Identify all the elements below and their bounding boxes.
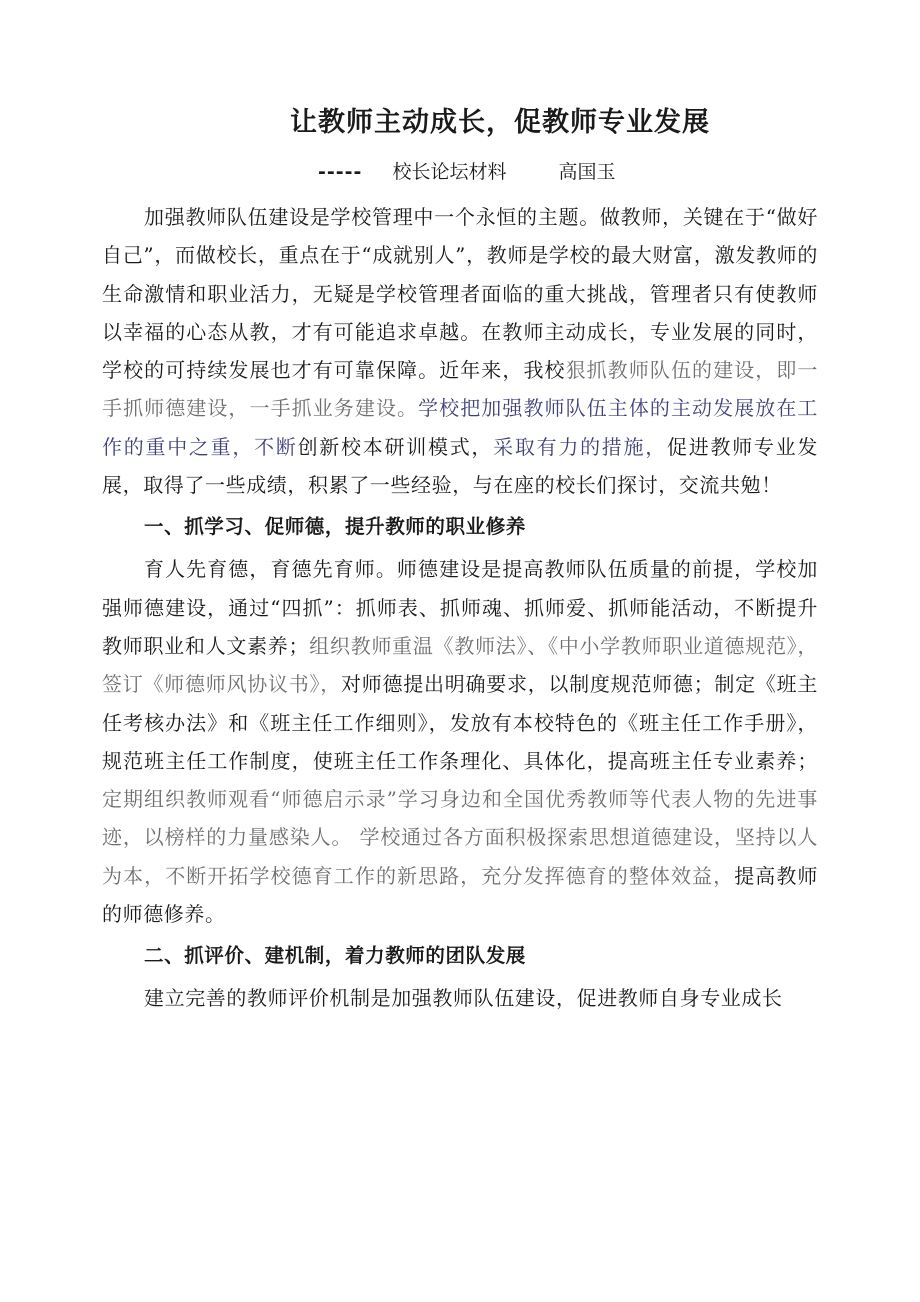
subtitle-material: 校长论坛材料 <box>392 161 507 183</box>
subtitle-author: 高国玉 <box>558 161 616 183</box>
subtitle-dashes: ----- <box>318 161 363 183</box>
intro-paragraph <box>102 198 818 504</box>
section-2-paragraph: 建立完善的教师评价机制是加强教师队伍建设，促进教师自身专业成长 <box>144 986 783 1011</box>
section-1-text-5: 以榜样的力量感染人。 学校通过各方面积极探索思想道德建设，坚持以人为本，不断开拓学校德育工作的新思路，充分发挥德育的整体效益， <box>102 825 818 888</box>
section-1-text-1: 育人先育德，育德先育师。师德建设是提高教师队伍质量的前提，学校加强师德建设，通过“四抓”：抓师表、抓师魂、抓师爱、抓师能活动，不断提升教师职业和人文素养； <box>102 557 818 658</box>
section-1-text-4: 定期组织教师观看“师德启示录”学习身边和全国优秀教师等代表人物的先进事迹， <box>102 787 818 850</box>
section-heading-1: 一、抓学习、促师德，提升教师的职业修养 <box>144 515 526 539</box>
section-1-paragraph <box>102 550 818 933</box>
section-heading-2: 二、抓评价、建机制，着力教师的团队发展 <box>144 944 526 968</box>
section-1-text-6: 提高教师的师德修养。 <box>102 863 819 927</box>
intro-text-6: 促进教师专业发展，取得了一些成绩，积累了一些经验，与在座的校长们探讨，交流共勉！ <box>102 434 818 498</box>
intro-text-5: 采取有力的措施， <box>493 434 667 459</box>
section-1-text-2: 组织教师重温《教师法》、《中小学教师职业道德规范》，签订《师德师风协议书》， <box>102 633 819 697</box>
section-1-text-3: 对师德提出明确要求，以制度规范师德；制定《班主任考核办法》和《班主任工作细则》，发放有本校特色的《班主任工作手册》，规范班主任工作制度，使班主任工作条理化、具体化，提高班主任专业素养； <box>102 672 818 773</box>
document-title: 让教师主动成长，促教师专业发展 <box>290 107 710 138</box>
intro-text-4: 创新校本研训模式， <box>297 434 494 459</box>
intro-text-1: 加强教师队伍建设是学校管理中一个永恒的主题。做教师，关键在于“做好自己”，而做校长，重点在于“成就别人”，教师是学校的最大财富，激发教师的生命激情和职业活力，无疑是学校管理者面临的重大挑战，管理者只有使教师以幸福的心态从教，才有可能追求卓越。在教师主动成长，专业发展的同时，学校的可持续发展也才有可靠保障。近年来，我校 <box>102 205 818 383</box>
document-subtitle <box>318 157 615 184</box>
document-body <box>102 198 818 1018</box>
intro-text-3: 学校把加强教师队伍主体的主动发展放在工作的重中之重，不断 <box>102 396 818 459</box>
intro-text-2: 狠抓教师队伍的建设，即一手抓师德建设，一手抓业务建设。 <box>102 358 819 421</box>
